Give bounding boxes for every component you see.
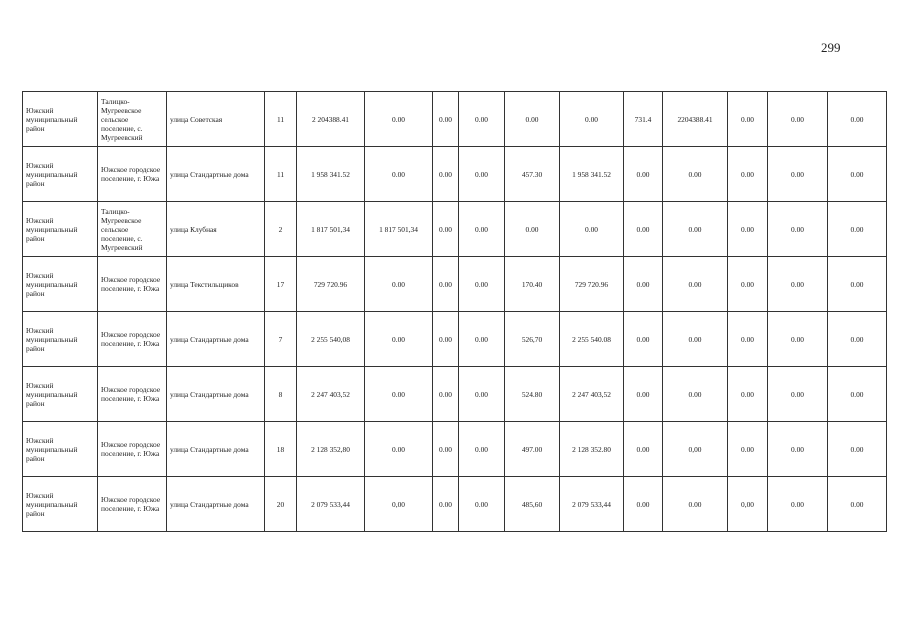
value-cell-9: 0.00: [728, 367, 768, 422]
table-row: [23, 257, 887, 312]
value-cell-3: 0.00: [433, 257, 459, 312]
value-cell-5: 526,70: [505, 312, 560, 367]
count-cell: 7: [265, 312, 297, 367]
district-cell: Южский муниципальный район: [23, 202, 98, 257]
district-cell: Южский муниципальный район: [23, 422, 98, 477]
table-row: [23, 92, 887, 147]
value-cell-10: 0.00: [768, 477, 828, 532]
value-cell-11: 0.00: [828, 257, 887, 312]
value-cell-8: 0.00: [663, 312, 728, 367]
value-cell-4: 0.00: [459, 147, 505, 202]
value-cell-10: 0.00: [768, 92, 828, 147]
value-cell-10: 0.00: [768, 147, 828, 202]
value-cell-3: 0.00: [433, 312, 459, 367]
value-cell-5: 0.00: [505, 202, 560, 257]
value-cell-2: 0.00: [365, 367, 433, 422]
value-cell-7: 0.00: [624, 257, 663, 312]
value-cell-7: 0.00: [624, 202, 663, 257]
value-cell-9: 0.00: [728, 257, 768, 312]
value-cell-5: 170.40: [505, 257, 560, 312]
street-cell: улица Стандартные дома: [167, 422, 265, 477]
value-cell-6: 2 079 533,44: [560, 477, 624, 532]
value-cell-4: 0.00: [459, 92, 505, 147]
value-cell-11: 0.00: [828, 92, 887, 147]
value-cell-11: 0.00: [828, 477, 887, 532]
value-cell-3: 0.00: [433, 202, 459, 257]
value-cell-10: 0.00: [768, 202, 828, 257]
settlement-cell: Талицко-Мугреевское сельское поселение, с. Мугреевский: [98, 92, 167, 147]
count-cell: 11: [265, 147, 297, 202]
value-cell-5: 0.00: [505, 92, 560, 147]
table-row: [23, 367, 887, 422]
value-cell-5: 497.00: [505, 422, 560, 477]
value-cell-2: 0.00: [365, 312, 433, 367]
value-cell-1: 2 204388.41: [297, 92, 365, 147]
value-cell-9: 0.00: [728, 92, 768, 147]
value-cell-7: 0.00: [624, 422, 663, 477]
value-cell-5: 457.30: [505, 147, 560, 202]
settlement-cell: Южское городское поселение, г. Южа: [98, 257, 167, 312]
table-row: [23, 202, 887, 257]
value-cell-10: 0.00: [768, 422, 828, 477]
value-cell-9: 0.00: [728, 422, 768, 477]
district-cell: Южский муниципальный район: [23, 367, 98, 422]
settlement-cell: Южское городское поселение, г. Южа: [98, 477, 167, 532]
street-cell: улица Стандартные дома: [167, 147, 265, 202]
street-cell: улица Клубная: [167, 202, 265, 257]
street-cell: улица Текстильщиков: [167, 257, 265, 312]
count-cell: 8: [265, 367, 297, 422]
value-cell-8: 0.00: [663, 202, 728, 257]
value-cell-7: 0.00: [624, 367, 663, 422]
value-cell-9: 0.00: [728, 312, 768, 367]
count-cell: 20: [265, 477, 297, 532]
value-cell-5: 524.80: [505, 367, 560, 422]
count-cell: 2: [265, 202, 297, 257]
value-cell-1: 729 720.96: [297, 257, 365, 312]
table-body: [23, 92, 887, 532]
street-cell: улица Советская: [167, 92, 265, 147]
value-cell-9: 0,00: [728, 477, 768, 532]
district-cell: Южский муниципальный район: [23, 257, 98, 312]
value-cell-8: 0.00: [663, 257, 728, 312]
value-cell-6: 0.00: [560, 202, 624, 257]
count-cell: 17: [265, 257, 297, 312]
settlement-cell: Южское городское поселение, г. Южа: [98, 312, 167, 367]
value-cell-1: 2 079 533,44: [297, 477, 365, 532]
value-cell-2: 0.00: [365, 422, 433, 477]
value-cell-8: 0.00: [663, 477, 728, 532]
value-cell-6: 2 255 540.08: [560, 312, 624, 367]
value-cell-2: 0.00: [365, 147, 433, 202]
value-cell-11: 0.00: [828, 147, 887, 202]
district-cell: Южский муниципальный район: [23, 147, 98, 202]
page-number: 299: [821, 40, 841, 55]
value-cell-2: 1 817 501,34: [365, 202, 433, 257]
value-cell-11: 0.00: [828, 312, 887, 367]
district-cell: Южский муниципальный район: [23, 92, 98, 147]
value-cell-7: 731.4: [624, 92, 663, 147]
value-cell-9: 0.00: [728, 147, 768, 202]
value-cell-11: 0.00: [828, 422, 887, 477]
table-row: [23, 147, 887, 202]
value-cell-7: 0.00: [624, 312, 663, 367]
value-cell-7: 0.00: [624, 477, 663, 532]
value-cell-6: 2 247 403,52: [560, 367, 624, 422]
value-cell-4: 0.00: [459, 202, 505, 257]
settlement-cell: Южское городское поселение, г. Южа: [98, 422, 167, 477]
district-cell: Южский муниципальный район: [23, 312, 98, 367]
value-cell-3: 0.00: [433, 422, 459, 477]
count-cell: 11: [265, 92, 297, 147]
value-cell-10: 0.00: [768, 367, 828, 422]
value-cell-4: 0.00: [459, 257, 505, 312]
value-cell-1: 2 247 403,52: [297, 367, 365, 422]
street-cell: улица Стандартные дома: [167, 367, 265, 422]
value-cell-11: 0.00: [828, 367, 887, 422]
housing-table: [22, 91, 887, 532]
value-cell-3: 0.00: [433, 367, 459, 422]
street-cell: улица Стандартные дома: [167, 477, 265, 532]
value-cell-3: 0.00: [433, 147, 459, 202]
settlement-cell: Южское городское поселение, г. Южа: [98, 367, 167, 422]
value-cell-8: 2204388.41: [663, 92, 728, 147]
value-cell-6: 729 720.96: [560, 257, 624, 312]
value-cell-7: 0.00: [624, 147, 663, 202]
value-cell-2: 0.00: [365, 92, 433, 147]
street-cell: улица Стандартные дома: [167, 312, 265, 367]
table-row: [23, 422, 887, 477]
value-cell-6: 0.00: [560, 92, 624, 147]
value-cell-3: 0.00: [433, 477, 459, 532]
value-cell-5: 485,60: [505, 477, 560, 532]
value-cell-1: 2 255 540,08: [297, 312, 365, 367]
value-cell-8: 0.00: [663, 367, 728, 422]
value-cell-3: 0.00: [433, 92, 459, 147]
value-cell-9: 0.00: [728, 202, 768, 257]
value-cell-1: 1 817 501,34: [297, 202, 365, 257]
value-cell-4: 0.00: [459, 367, 505, 422]
table-row: [23, 312, 887, 367]
value-cell-4: 0.00: [459, 477, 505, 532]
value-cell-10: 0.00: [768, 257, 828, 312]
table-row: [23, 477, 887, 532]
value-cell-1: 1 958 341.52: [297, 147, 365, 202]
value-cell-8: 0.00: [663, 147, 728, 202]
value-cell-4: 0.00: [459, 312, 505, 367]
value-cell-8: 0,00: [663, 422, 728, 477]
value-cell-1: 2 128 352,80: [297, 422, 365, 477]
settlement-cell: Талицко-Мугреевское сельское поселение, с. Мугреевский: [98, 202, 167, 257]
value-cell-6: 1 958 341.52: [560, 147, 624, 202]
value-cell-2: 0,00: [365, 477, 433, 532]
value-cell-10: 0.00: [768, 312, 828, 367]
value-cell-2: 0.00: [365, 257, 433, 312]
value-cell-6: 2 128 352.80: [560, 422, 624, 477]
settlement-cell: Южское городское поселение, г. Южа: [98, 147, 167, 202]
value-cell-4: 0.00: [459, 422, 505, 477]
district-cell: Южский муниципальный район: [23, 477, 98, 532]
count-cell: 18: [265, 422, 297, 477]
value-cell-11: 0.00: [828, 202, 887, 257]
